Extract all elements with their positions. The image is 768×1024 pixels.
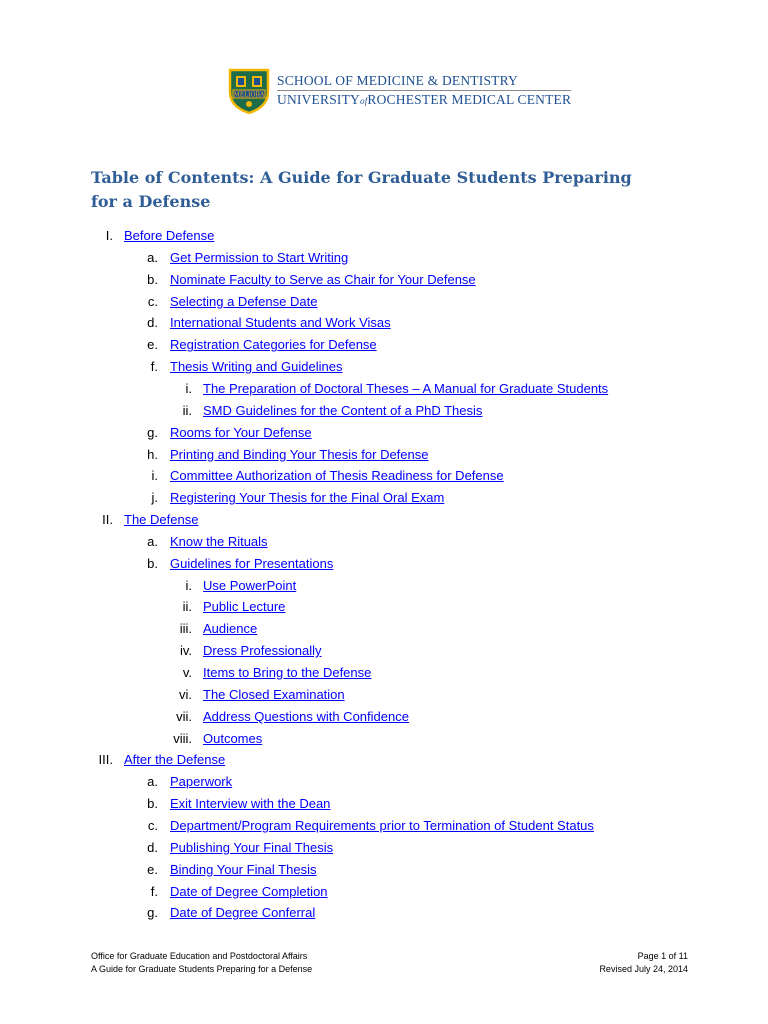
toc-link[interactable]: Registering Your Thesis for the Final Oral Exam: [170, 490, 445, 506]
toc-number: iv.: [179, 643, 192, 659]
toc-entry: [0, 248, 768, 268]
toc-entry: [0, 488, 768, 508]
toc-link[interactable]: The Defense: [124, 512, 199, 528]
toc-entry: [0, 379, 768, 399]
toc-link[interactable]: Nominate Faculty to Serve as Chair for Your Defense: [170, 271, 476, 287]
toc-number: iii.: [179, 621, 192, 637]
toc-link[interactable]: The Closed Examination: [203, 686, 345, 702]
toc-entry: [0, 576, 768, 596]
toc-number: e.: [147, 861, 158, 877]
toc-entry: [0, 729, 768, 749]
toc-number: j.: [151, 490, 158, 506]
footer-guide-title: A Guide for Graduate Students Preparing for a Defense: [91, 964, 313, 974]
toc-entry: [0, 750, 768, 770]
toc-entry: [0, 903, 768, 923]
toc-entry: [0, 335, 768, 355]
toc-entry: [0, 226, 768, 246]
toc-link[interactable]: After the Defense: [124, 752, 226, 768]
toc-entry: [0, 860, 768, 880]
toc-link[interactable]: Paperwork: [170, 774, 233, 790]
school-name: SCHOOL OF MEDICINE & DENTISTRY: [277, 73, 571, 91]
toc-number: i.: [185, 577, 192, 593]
toc-link[interactable]: Before Defense: [124, 228, 215, 243]
page-title: Table of Contents: A Guide for Graduate Students Preparing for a Defense: [91, 168, 632, 211]
toc-number: h.: [147, 446, 158, 462]
toc-link[interactable]: SMD Guidelines for the Content of a PhD Thesis: [203, 402, 483, 418]
toc-entry: [0, 357, 768, 377]
toc-number: ii.: [182, 402, 192, 418]
toc-number: g.: [147, 905, 158, 921]
toc-link[interactable]: Thesis Writing and Guidelines: [170, 359, 343, 375]
toc-entry: [0, 685, 768, 705]
toc-number: vi.: [179, 686, 192, 702]
institution-logo: [227, 68, 571, 114]
shield-motto: MELIORA: [233, 91, 265, 99]
toc-number: I.: [105, 228, 113, 243]
toc-number: i.: [185, 380, 192, 396]
toc-link[interactable]: Outcomes: [203, 730, 263, 746]
toc-number: II.: [102, 512, 113, 528]
toc-number: c.: [147, 293, 158, 309]
toc-link[interactable]: Department/Program Requirements prior to Termination of Student Status: [170, 817, 594, 833]
toc-entry: [0, 292, 768, 312]
toc-entry: [0, 313, 768, 333]
toc-number: f.: [150, 359, 158, 375]
toc-entry: [0, 423, 768, 443]
toc-entry: [0, 466, 768, 486]
toc-number: v.: [182, 665, 192, 680]
university-shield-icon: [227, 68, 271, 114]
toc-number: g.: [147, 424, 158, 440]
toc-number: a.: [147, 249, 158, 265]
toc-link[interactable]: Items to Bring to the Defense: [203, 665, 372, 680]
toc-number: e.: [147, 337, 158, 353]
toc-entry: [0, 663, 768, 683]
university-name: UNIVERSITYofROCHESTER MEDICAL CENTER: [277, 92, 572, 107]
toc-entry: [0, 882, 768, 902]
toc-link[interactable]: International Students and Work Visas: [170, 315, 391, 331]
toc-entry: [0, 816, 768, 836]
toc-link[interactable]: Selecting a Defense Date: [170, 293, 318, 309]
toc-entry: [0, 707, 768, 727]
toc-number: b.: [147, 555, 158, 571]
toc-entry: [0, 554, 768, 574]
toc-link[interactable]: Date of Degree Conferral: [170, 905, 316, 921]
toc-link[interactable]: Public Lecture: [203, 599, 286, 615]
toc-link[interactable]: Know the Rituals: [170, 533, 268, 549]
toc-number: vii.: [176, 708, 192, 724]
footer-page-number: Page 1 of 11: [637, 951, 688, 961]
toc-number: d.: [147, 315, 158, 331]
toc-entry: [0, 532, 768, 552]
toc-entry: [0, 772, 768, 792]
footer-office: Office for Graduate Education and Postdoctoral Affairs: [91, 951, 308, 961]
toc-number: viii.: [173, 730, 192, 746]
toc-number: b.: [147, 271, 158, 287]
toc-link[interactable]: Rooms for Your Defense: [170, 424, 312, 440]
toc-number: III.: [98, 752, 113, 768]
toc-entry: [0, 510, 768, 530]
toc-number: i.: [151, 468, 158, 484]
toc-link[interactable]: Printing and Binding Your Thesis for Defense: [170, 446, 429, 462]
toc-number: a.: [147, 774, 158, 790]
toc-link[interactable]: Get Permission to Start Writing: [170, 249, 349, 265]
toc-link[interactable]: Binding Your Final Thesis: [170, 861, 317, 877]
toc-entry: [0, 838, 768, 858]
toc-number: d.: [147, 839, 158, 855]
toc-entry: [0, 597, 768, 617]
toc-number: a.: [147, 533, 158, 549]
toc-entry: [0, 270, 768, 290]
toc-link[interactable]: Publishing Your Final Thesis: [170, 839, 334, 855]
toc-entry: [0, 401, 768, 421]
toc-entry: [0, 619, 768, 639]
toc-link[interactable]: Committee Authorization of Thesis Readiness for Defense: [170, 468, 504, 484]
toc-link[interactable]: Address Questions with Confidence: [203, 708, 409, 724]
toc-link[interactable]: Registration Categories for Defense: [170, 337, 377, 353]
footer-revised-date: Revised July 24, 2014: [599, 964, 688, 974]
toc-link[interactable]: Audience: [203, 621, 258, 637]
toc-link[interactable]: Date of Degree Completion: [170, 883, 328, 899]
toc-number: b.: [147, 796, 158, 812]
toc-link[interactable]: The Preparation of Doctoral Theses – A Manual for Graduate Students: [203, 380, 609, 396]
toc-link[interactable]: Exit Interview with the Dean: [170, 796, 331, 812]
toc-link[interactable]: Guidelines for Presentations: [170, 555, 334, 571]
toc-link[interactable]: Dress Professionally: [203, 643, 322, 659]
toc-number: c.: [147, 817, 158, 833]
toc-number: ii.: [182, 599, 192, 615]
toc-entry: [0, 641, 768, 661]
toc-number: f.: [150, 883, 158, 899]
toc-entry: [0, 794, 768, 814]
toc-entry: [0, 445, 768, 465]
toc-link[interactable]: Use PowerPoint: [203, 577, 297, 593]
